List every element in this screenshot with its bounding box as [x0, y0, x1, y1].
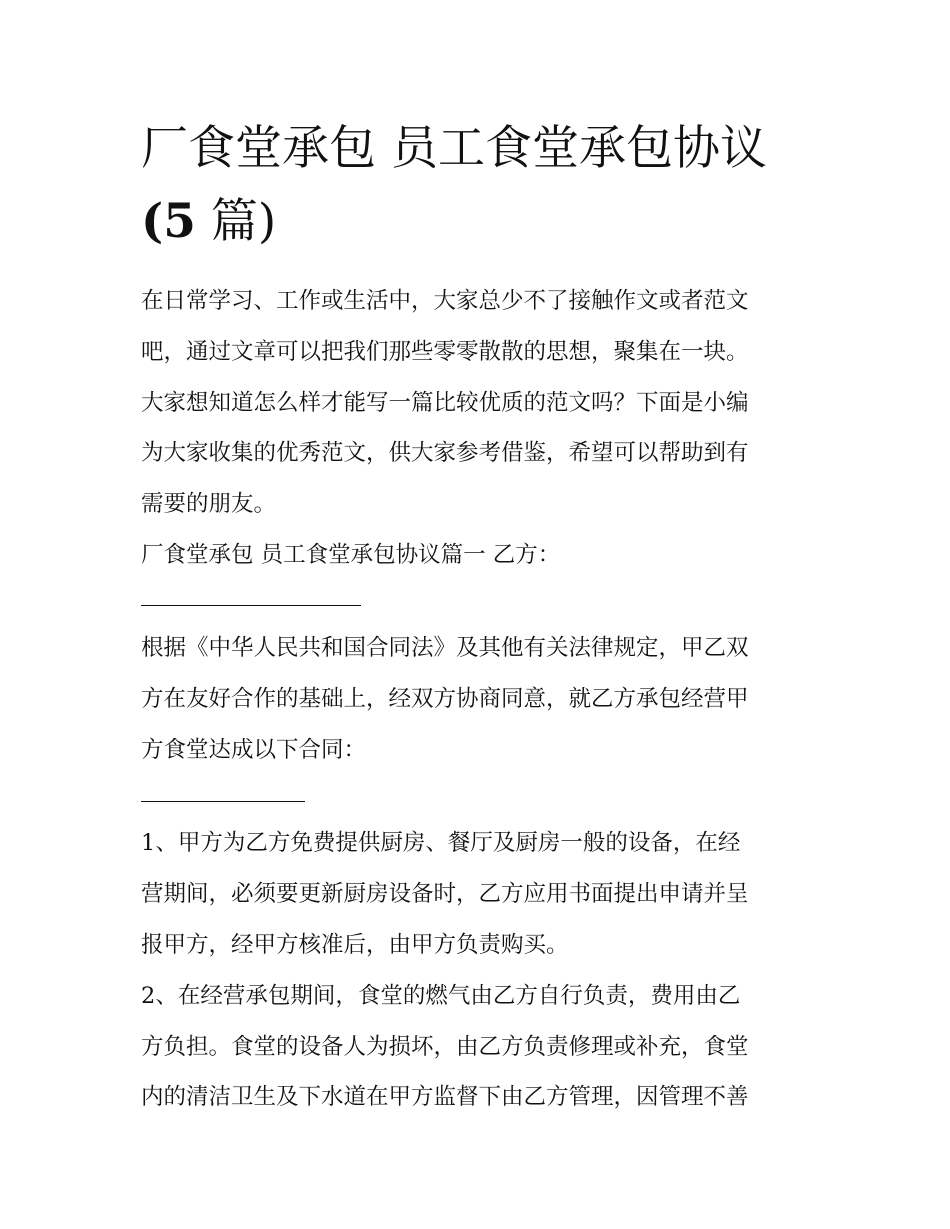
- title-count-unit: 篇): [195, 194, 277, 249]
- clause-1-line: 营期间，必须要更新厨房设备时，乙方应用书面提出申请并呈: [141, 881, 749, 907]
- intro-line: 在日常学习、工作或生活中，大家总少不了接触作文或者范文: [141, 288, 749, 314]
- title-line-1: 厂食堂承包 员工食堂承包协议: [141, 121, 767, 176]
- clause-1-line: 报甲方，经甲方核准后，由甲方负责购买。: [141, 932, 569, 958]
- contract-line: 根据《中华人民共和国合同法》及其他有关法律规定，甲乙双: [141, 635, 749, 661]
- contract-line: 方食堂达成以下合同：: [141, 737, 367, 763]
- contract-line: 方在友好合作的基础上，经双方协商同意，就乙方承包经营甲: [141, 686, 749, 712]
- separator-blank-line: [141, 801, 305, 802]
- clause-2-line: 内的清洁卫生及下水道在甲方监督下由乙方管理，因管理不善: [141, 1084, 749, 1110]
- intro-line: 为大家收集的优秀范文，供大家参考借鉴，希望可以帮助到有: [141, 440, 749, 466]
- clause-2-line: 方负担。食堂的设备人为损坏，由乙方负责修理或补充，食堂: [141, 1034, 749, 1060]
- intro-line: 需要的朋友。: [141, 491, 277, 517]
- section-heading: 厂食堂承包 员工食堂承包协议篇一 乙方：: [141, 542, 561, 568]
- document-title: [141, 112, 821, 258]
- signature-blank-line: [141, 605, 361, 606]
- clause-1-line: 1、甲方为乙方免费提供厨房、餐厅及厨房一般的设备，在经: [141, 830, 741, 856]
- intro-line: 吧，通过文章可以把我们那些零零散散的思想，聚集在一块。: [141, 339, 749, 365]
- clause-2-line: 2、在经营承包期间，食堂的燃气由乙方自行负责，费用由乙: [141, 983, 741, 1009]
- intro-line: 大家想知道怎么样才能写一篇比较优质的范文吗？下面是小编: [141, 390, 749, 416]
- title-count: (5: [141, 194, 196, 249]
